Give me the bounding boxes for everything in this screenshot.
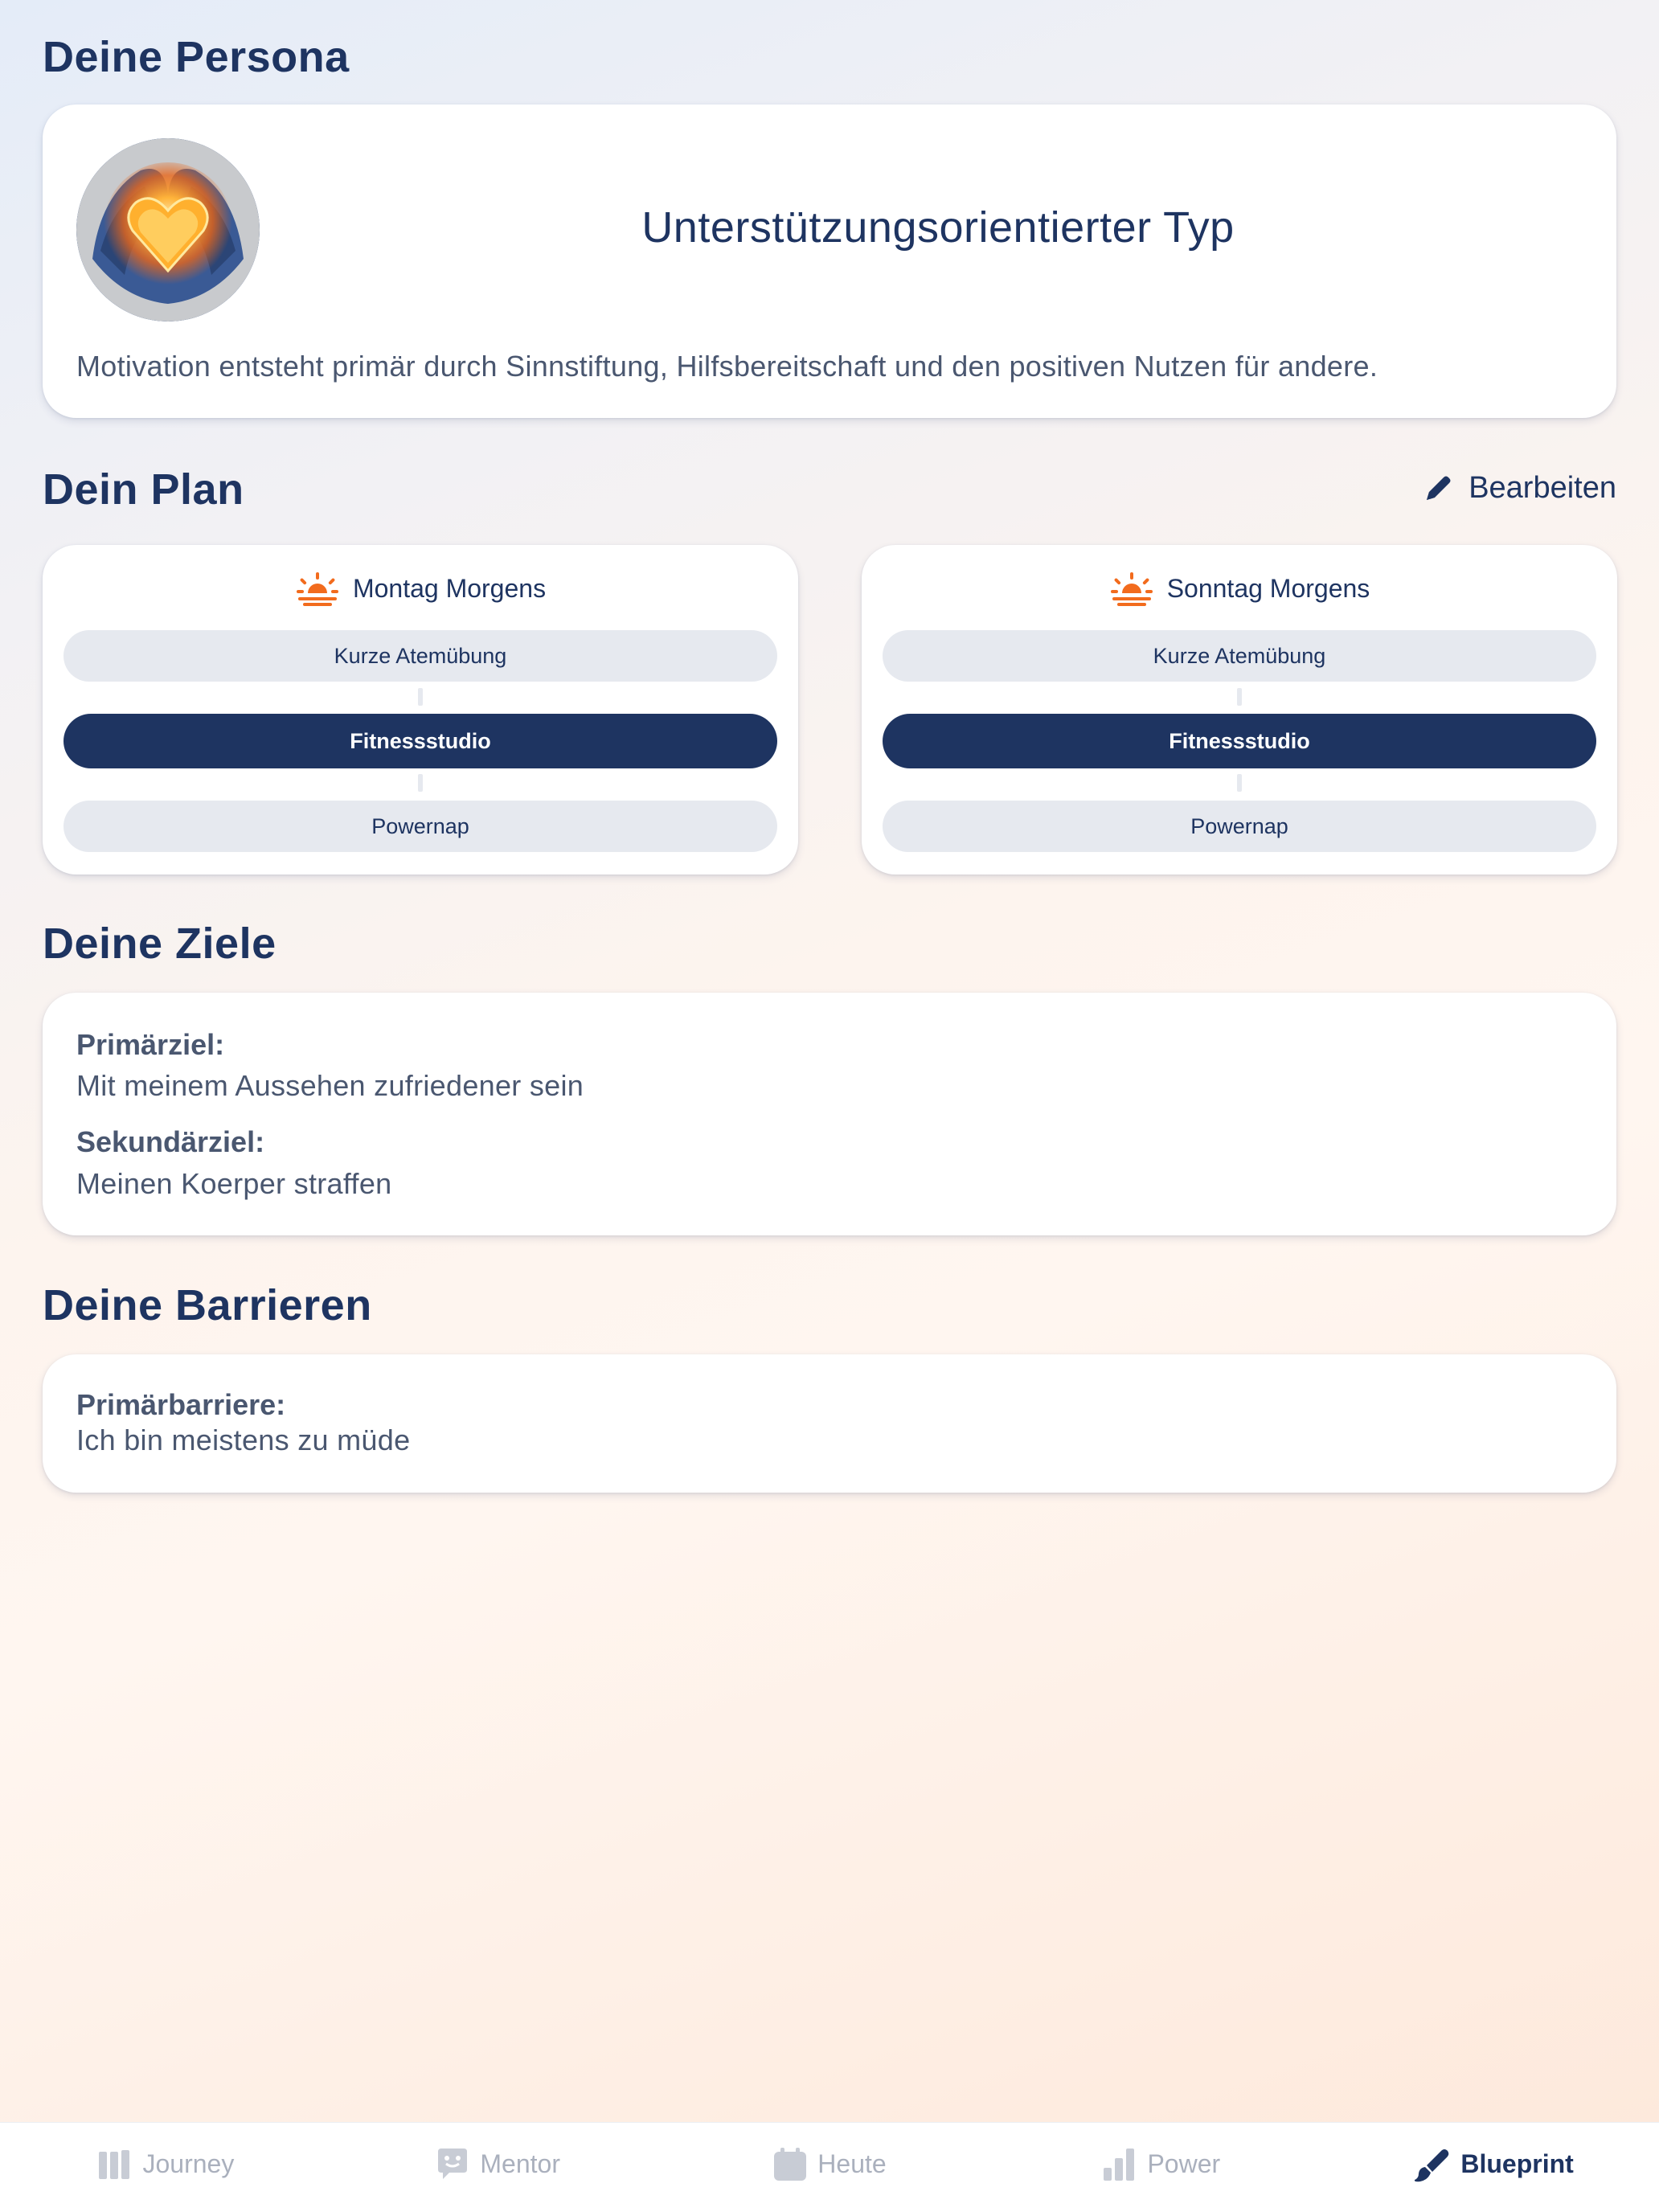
barriers-card: [43, 1354, 1616, 1493]
persona-type: Unterstützungsorientierter Typ: [641, 203, 1235, 252]
primary-goal-value: Mit meinem Aussehen zufriedener sein: [76, 1069, 584, 1102]
blueprint-icon: [1412, 2146, 1451, 2183]
plan-section-title: Dein Plan: [43, 465, 244, 514]
tab-mentor[interactable]: [332, 2123, 664, 2212]
plan-step-gym[interactable]: Fitnessstudio: [883, 714, 1596, 768]
plan-card-header: [862, 571, 1617, 606]
tab-power[interactable]: [995, 2123, 1327, 2212]
tab-heute[interactable]: [664, 2123, 996, 2212]
sunrise-icon: [1109, 571, 1154, 606]
tab-blueprint[interactable]: [1327, 2123, 1659, 2212]
plan-step-gym[interactable]: Fitnessstudio: [63, 714, 777, 768]
persona-description: Motivation entsteht primär durch Sinnstiftung, Hilfsbereitschaft und den positiven Nutzen für andere.: [76, 350, 1378, 383]
step-connector: [1237, 774, 1242, 792]
plan-step-powernap[interactable]: Powernap: [883, 801, 1596, 852]
primary-goal-label: Primärziel:: [76, 1028, 225, 1061]
plan-card-header: [43, 571, 798, 606]
mentor-icon: [435, 2147, 470, 2182]
calendar-icon: [772, 2147, 808, 2182]
goals-section-title: Deine Ziele: [43, 920, 276, 968]
primary-barrier-value: Ich bin meistens zu müde: [76, 1423, 411, 1456]
tab-label: Heute: [817, 2149, 887, 2178]
heart-hands-icon: [76, 138, 260, 322]
step-connector: [418, 774, 423, 792]
edit-plan-label: Bearbeiten: [1469, 471, 1616, 505]
persona-section-title: Deine Persona: [43, 33, 350, 81]
plan-step-powernap[interactable]: Powernap: [63, 801, 777, 852]
persona-card: [43, 104, 1616, 418]
step-connector: [1237, 688, 1242, 706]
secondary-goal-label: Sekundärziel:: [76, 1125, 265, 1158]
plan-card-monday[interactable]: [43, 545, 798, 875]
bottom-tab-bar: [0, 2122, 1659, 2212]
edit-plan-button[interactable]: [1422, 471, 1616, 506]
plan-day-label: Sonntag Morgens: [1166, 573, 1370, 603]
pencil-icon: [1422, 473, 1454, 505]
tab-label: Journey: [142, 2149, 235, 2178]
plan-card-sunday[interactable]: [862, 545, 1617, 875]
sunrise-icon: [295, 571, 340, 606]
plan-day-label: Montag Morgens: [352, 573, 547, 603]
step-connector: [418, 688, 423, 706]
journey-icon: [97, 2149, 133, 2181]
primary-barrier-label: Primärbarriere:: [76, 1388, 286, 1421]
tab-label: Mentor: [480, 2149, 560, 2178]
goals-card: [43, 993, 1616, 1235]
barriers-section-title: Deine Barrieren: [43, 1281, 372, 1329]
plan-step-breathing[interactable]: Kurze Atemübung: [63, 630, 777, 682]
bar-chart-icon: [1102, 2147, 1137, 2182]
tab-label: Blueprint: [1460, 2149, 1574, 2178]
secondary-goal-value: Meinen Koerper straffen: [76, 1167, 392, 1200]
tab-journey[interactable]: [0, 2123, 332, 2212]
tab-label: Power: [1147, 2149, 1221, 2178]
persona-avatar: [76, 138, 260, 322]
plan-step-breathing[interactable]: Kurze Atemübung: [883, 630, 1596, 682]
